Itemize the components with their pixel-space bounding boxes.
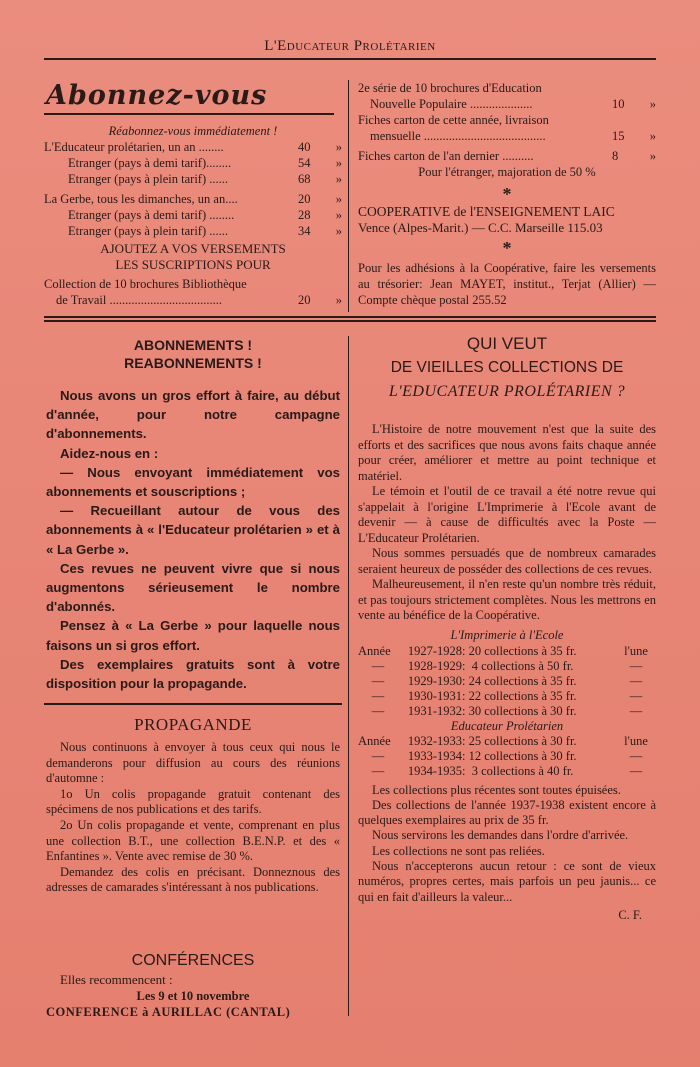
paragraph: Des collections de l'année 1937-1938 existent encore à quelques exemplaires au prix de 35 fr. bbox=[358, 797, 656, 828]
table-row-text: : 24 collections à 35 fr. bbox=[462, 673, 577, 688]
price-row-label: La Gerbe, tous les dimanches, un an.... bbox=[44, 192, 238, 206]
abonnements-rule bbox=[44, 703, 342, 705]
table-row-text: : 22 collections à 35 fr. bbox=[462, 688, 577, 703]
fiches-old-label: Fiches carton de l'an dernier .......... bbox=[358, 149, 534, 163]
collection-line-2 bbox=[44, 292, 342, 308]
imprimerie-table bbox=[358, 644, 656, 719]
price-row bbox=[44, 207, 342, 223]
paragraph: Aidez-nous en : bbox=[60, 445, 159, 461]
price-row-value: 40 bbox=[298, 140, 311, 154]
conferences-title: CONFÉRENCES bbox=[131, 952, 255, 969]
fiches-unit: » bbox=[649, 129, 656, 143]
fiches-old-unit: » bbox=[649, 149, 656, 163]
table-row-years: 1931-1932 bbox=[407, 703, 462, 718]
coop-line-1: COOPERATIVE de l'ENSEIGNEMENT LAIC bbox=[358, 204, 615, 219]
table-row-prefix: — bbox=[371, 688, 385, 703]
table-row bbox=[358, 689, 656, 704]
collection-line-1: Collection de 10 brochures Bibliothèque bbox=[44, 277, 247, 291]
price-row-label: L'Educateur prolétarien, un an ........ bbox=[44, 140, 224, 154]
abonnez-block bbox=[44, 80, 342, 308]
table-row-end: — bbox=[629, 748, 643, 763]
top-section-rule-1 bbox=[44, 316, 656, 318]
price-row-value-group bbox=[298, 207, 342, 223]
abonnez-title-rule bbox=[44, 113, 334, 115]
paragraph: — Recueillant autour de vous des abonnements à « l'Educateur prolétarien » et à « La Gerbe ». bbox=[46, 503, 340, 557]
paragraph: Les collections ne sont pas reliées. bbox=[372, 843, 545, 858]
star-separator-1: * bbox=[502, 184, 512, 204]
paragraph: Malheureusement, il n'en reste qu'un nombre très réduit, et pas toujours strictement complètes. Nous les mettrons en vente au bénéfice de la Coopérative. bbox=[358, 577, 656, 622]
table-row-text: : 4 collections à 50 fr. bbox=[462, 658, 574, 673]
conferences-block bbox=[46, 950, 340, 1020]
fiches-line-2 bbox=[358, 128, 656, 144]
table-row-text: : 12 collections à 30 fr. bbox=[462, 748, 577, 763]
table-row-years: 1933-1934 bbox=[407, 748, 462, 763]
paragraph: Pensez à « La Gerbe » pour laquelle nous faisons un si gros effort. bbox=[46, 618, 340, 653]
price-row bbox=[44, 139, 342, 155]
serie-line-2-label: Nouvelle Populaire .................... bbox=[370, 97, 533, 111]
collection-unit: » bbox=[335, 293, 342, 307]
abonnez-subtitle: Réabonnez-vous immédiatement ! bbox=[108, 124, 278, 138]
table-row-prefix: — bbox=[371, 673, 385, 688]
table-row-end: — bbox=[629, 658, 643, 673]
collections-title: DE VIEILLES COLLECTIONS DE bbox=[390, 359, 624, 376]
fiches-line-2-label: mensuelle ....................................... bbox=[370, 129, 546, 143]
price-row-value-group bbox=[298, 139, 342, 155]
abonnements-title: ABONNEMENTS ! bbox=[133, 337, 253, 353]
table-row-prefix: Année bbox=[358, 643, 391, 658]
price-row-value-group bbox=[298, 191, 342, 207]
price-row-label: Etranger (pays à plein tarif) ...... bbox=[68, 172, 229, 186]
paragraph: Ces revues ne peuvent vivre que si nous augmentons sérieusement le nombre d'abonnés. bbox=[46, 560, 340, 615]
table-row-years: 1927-1928 bbox=[407, 643, 462, 658]
table-row-years: 1930-1931 bbox=[407, 688, 462, 703]
table-row-prefix: — bbox=[371, 763, 385, 778]
table-row bbox=[358, 704, 656, 719]
top-column-divider bbox=[348, 80, 349, 312]
paragraph: 1o Un colis propagande gratuit contenant des spécimens de nos publications et des tarifs. bbox=[46, 786, 340, 817]
running-header: L'Educateur Prolétarien bbox=[264, 38, 436, 54]
ajoutez-line-1: AJOUTEZ A VOS VERSEMENTS bbox=[100, 241, 286, 256]
header-rule bbox=[44, 58, 656, 60]
adhesions-text: Pour les adhésions à la Coopérative, faire les versements au trésorier: Jean MAYET, institut., Terjat (Allier) — Compte chèque postal 255.52 bbox=[358, 261, 656, 307]
table-row-end: — bbox=[629, 688, 643, 703]
table-row-years: 1929-1930 bbox=[407, 673, 462, 688]
reabonnements-title: REABONNEMENTS ! bbox=[124, 355, 262, 371]
qui-veut-text bbox=[358, 422, 656, 624]
price-row-label: Etranger (pays à demi tarif)........ bbox=[68, 156, 232, 170]
price-row-value: 34 bbox=[298, 224, 311, 238]
paragraph: Nous servirons les demandes dans l'ordre d'arrivée. bbox=[372, 828, 629, 843]
fiches-old-value: 8 bbox=[612, 149, 619, 163]
ajoutez-line-2: LES SUSCRIPTIONS POUR bbox=[115, 257, 271, 272]
fiches-line-1: Fiches carton de cette année, livraison bbox=[358, 113, 549, 127]
table-row-prefix: — bbox=[371, 703, 385, 718]
table-row-end: — bbox=[629, 763, 643, 778]
table-row-text: : 30 collections à 30 fr. bbox=[462, 703, 577, 718]
price-row-unit: » bbox=[335, 156, 342, 170]
abonnez-price-list bbox=[44, 139, 342, 239]
paragraph: Nous n'accepterons aucun retour : ce sont de vieux numéros, propres certes, mais parfois un peu jaunis... ce qui en fait d'ailleurs la valeur... bbox=[358, 858, 656, 904]
table-row-prefix: — bbox=[371, 748, 385, 763]
educateur-title: L'EDUCATEUR PROLÉTARIEN ? bbox=[388, 383, 626, 400]
conferences-line-1: Elles recommencent : bbox=[60, 972, 173, 987]
conferences-line-2: Les 9 et 10 novembre bbox=[136, 989, 250, 1003]
price-row-value: 54 bbox=[298, 156, 311, 170]
paragraph: Nous continuons à envoyer à tous ceux qui nous le demanderons pour diffusion au cours des réunions d'automne : bbox=[46, 740, 340, 786]
table-row bbox=[358, 644, 656, 659]
price-row-value-group bbox=[298, 223, 342, 239]
table-row-end: — bbox=[629, 673, 643, 688]
signature: C. F. bbox=[618, 907, 642, 922]
serie-line-1: 2e série de 10 brochures d'Education bbox=[358, 81, 542, 95]
paragraph: Les collections plus récentes sont toutes épuisées. bbox=[372, 782, 621, 797]
qui-veut-block bbox=[358, 332, 656, 923]
table-row-years: 1928-1929 bbox=[407, 658, 462, 673]
price-row bbox=[44, 191, 342, 207]
star-separator-2: * bbox=[502, 238, 512, 258]
paragraph: Des exemplaires gratuits sont à votre disposition pour la propagande. bbox=[46, 656, 340, 692]
propagande-block bbox=[46, 714, 340, 896]
table-row-prefix: Année bbox=[358, 733, 391, 748]
paragraph: Nous sommes persuadés que de nombreux camarades seraient heureux de posséder des collections de ces revues. bbox=[358, 546, 656, 576]
table-row bbox=[358, 749, 656, 764]
table-row bbox=[358, 734, 656, 749]
table-row-text: : 3 collections à 40 fr. bbox=[462, 763, 574, 778]
table-row bbox=[358, 764, 656, 779]
collection-line-2-label: de Travail .................................... bbox=[56, 293, 222, 307]
paragraph: Le témoin et l'outil de ce travail a été notre revue qui s'appelait à l'origine L'Imprimerie à l'Ecole avant de devenir — à cause de difficultés avec la Poste — L'Educateur Prolétarien. bbox=[358, 484, 656, 545]
abonnements-block bbox=[46, 336, 340, 693]
price-row-unit: » bbox=[335, 224, 342, 238]
price-row-value: 28 bbox=[298, 208, 311, 222]
table-row-end: — bbox=[629, 703, 643, 718]
table-row-years: 1934-1935 bbox=[407, 763, 462, 778]
price-row-unit: » bbox=[335, 192, 342, 206]
abonnez-title: Abonnez-vous bbox=[46, 80, 268, 111]
price-row-unit: » bbox=[335, 140, 342, 154]
etranger-majoration: Pour l'étranger, majoration de 50 % bbox=[418, 165, 596, 179]
table-row-end: l'une bbox=[624, 643, 648, 658]
price-row-value-group bbox=[298, 155, 342, 171]
table-row-text: : 25 collections à 30 fr. bbox=[462, 733, 577, 748]
price-row bbox=[44, 171, 342, 187]
price-row bbox=[44, 155, 342, 171]
fiches-value: 15 bbox=[612, 129, 625, 143]
qui-veut-text-2 bbox=[358, 783, 656, 905]
serie-unit: » bbox=[649, 97, 656, 111]
qui-veut-title: QUI VEUT bbox=[466, 334, 548, 353]
propagande-title: PROPAGANDE bbox=[134, 715, 252, 734]
serie-line-2 bbox=[358, 96, 656, 112]
paragraph: 2o Un colis propagande et vente, comprenant en plus une collection B.T., une collection B.E.N.P. et des « Enfantines ». Vente avec remise de 30 %. bbox=[46, 817, 340, 864]
table-row bbox=[358, 674, 656, 689]
price-row bbox=[44, 223, 342, 239]
table-row-text: : 20 collections à 35 fr. bbox=[462, 643, 577, 658]
price-row-unit: » bbox=[335, 208, 342, 222]
price-row-label: Etranger (pays à demi tarif) ........ bbox=[68, 208, 235, 222]
table-row-prefix: — bbox=[371, 658, 385, 673]
paragraph: — Nous envoyant immédiatement vos abonnements et souscriptions ; bbox=[46, 464, 340, 500]
serie-value: 10 bbox=[612, 97, 625, 111]
educateur-table bbox=[358, 734, 656, 779]
table-row-years: 1932-1933 bbox=[407, 733, 462, 748]
educateur-heading: Educateur Prolétarien bbox=[450, 718, 564, 733]
price-row-value: 20 bbox=[298, 192, 311, 206]
price-row-value: 68 bbox=[298, 172, 311, 186]
coop-line-2: Vence (Alpes-Marit.) — C.C. Marseille 115.03 bbox=[358, 220, 603, 235]
paragraph: Nous avons un gros effort à faire, au début d'année, pour notre campagne d'abonnements. bbox=[46, 388, 340, 442]
propagande-text bbox=[46, 740, 340, 896]
price-row-unit: » bbox=[335, 172, 342, 186]
paragraph: Demandez des colis en précisant. Donneznous des adresses de camarades s'intéressant à nos publications. bbox=[46, 864, 340, 895]
price-row-value-group bbox=[298, 171, 342, 187]
fiches-old-line bbox=[358, 148, 656, 164]
paragraph: L'Histoire de notre mouvement n'est que la suite des efforts et des sacrifices que nous avons faits chaque année pour créer, améliorer et mettre au point technique et matériel. bbox=[358, 422, 656, 483]
imprimerie-heading: L'Imprimerie à l'Ecole bbox=[450, 627, 564, 642]
conferences-line-3: CONFERENCE à AURILLAC (CANTAL) bbox=[46, 1005, 291, 1019]
top-section-rule-2 bbox=[44, 320, 656, 322]
right-top-block bbox=[358, 80, 656, 308]
table-row-end: l'une bbox=[624, 733, 648, 748]
abonnements-text bbox=[46, 386, 340, 693]
main-column-divider bbox=[348, 336, 349, 1016]
table-row bbox=[358, 659, 656, 674]
collection-value: 20 bbox=[298, 293, 311, 307]
price-row-label: Etranger (pays à plein tarif) ...... bbox=[68, 224, 229, 238]
